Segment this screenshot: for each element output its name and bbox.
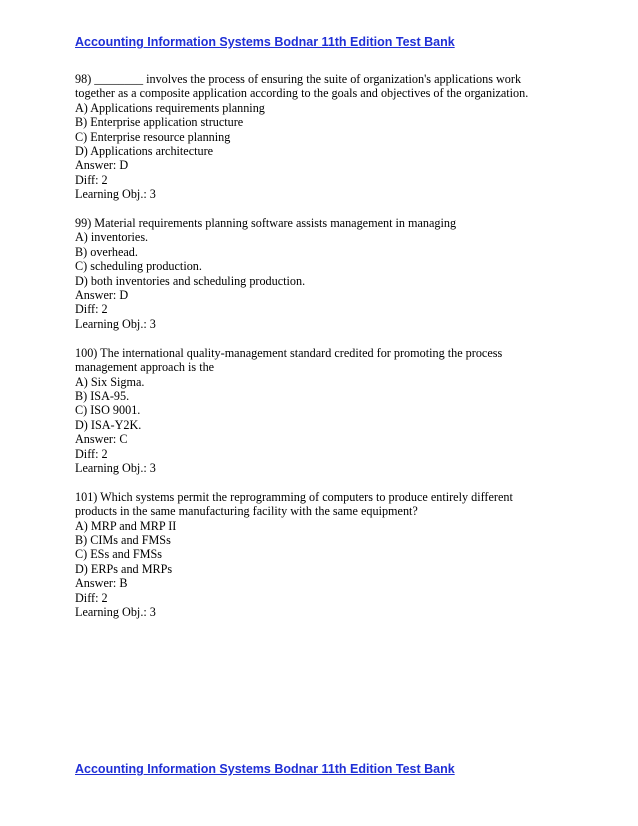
answer-option: B) Enterprise application structure: [75, 115, 244, 130]
question-101: [75, 490, 595, 620]
answer-option: D) ERPs and MRPs: [75, 561, 173, 576]
header-title-link[interactable]: Accounting Information Systems Bodnar 11th Edition Test Bank: [75, 35, 455, 49]
answer-option: C) Enterprise resource planning: [75, 129, 231, 144]
question-100: [75, 346, 595, 476]
answer-option: B) overhead.: [75, 244, 138, 259]
learning-objective: Learning Obj.: 3: [75, 316, 156, 331]
footer-title-link[interactable]: Accounting Information Systems Bodnar 11th Edition Test Bank: [75, 762, 455, 776]
answer-option: B) ISA-95.: [75, 388, 130, 403]
answer-option: A) MRP and MRP II: [75, 518, 177, 533]
answer-option: C) ISO 9001.: [75, 403, 141, 418]
answer-option: C) scheduling production.: [75, 259, 202, 274]
learning-objective: Learning Obj.: 3: [75, 187, 156, 202]
difficulty: Diff: 2: [75, 302, 108, 317]
answer-key: Answer: D: [75, 288, 129, 303]
learning-objective: Learning Obj.: 3: [75, 460, 156, 475]
question-stem-line: 100) The international quality-management standard credited for promoting the process: [75, 345, 503, 360]
answer-option: D) ISA-Y2K.: [75, 417, 142, 432]
question-98: [75, 72, 595, 202]
question-stem-line: 98) ________ involves the process of ensuring the suite of organization's applications work: [75, 72, 522, 86]
difficulty: Diff: 2: [75, 172, 108, 187]
question-stem-line: 101) Which systems permit the reprogramming of computers to produce entirely different: [75, 489, 513, 504]
answer-key: Answer: C: [75, 432, 128, 447]
answer-option: C) ESs and FMSs: [75, 547, 163, 562]
question-stem-line: together as a composite application according to the goals and objectives of the organization.: [75, 86, 529, 101]
answer-key: Answer: B: [75, 576, 128, 591]
answer-option: D) both inventories and scheduling production.: [75, 273, 306, 288]
difficulty: Diff: 2: [75, 446, 108, 461]
question-stem-line: 99) Material requirements planning software assists management in managing: [75, 216, 457, 231]
question-99: [75, 216, 595, 331]
answer-option: A) Six Sigma.: [75, 374, 145, 389]
question-stem-line: management approach is the: [75, 360, 215, 375]
answer-option: A) Applications requirements planning: [75, 100, 265, 115]
difficulty: Diff: 2: [75, 590, 108, 605]
answer-key: Answer: D: [75, 158, 129, 173]
question-list: [75, 72, 595, 634]
question-stem-line: products in the same manufacturing facility with the same equipment?: [75, 504, 418, 519]
answer-option: A) inventories.: [75, 230, 149, 245]
learning-objective: Learning Obj.: 3: [75, 604, 156, 619]
answer-option: D) Applications architecture: [75, 144, 214, 159]
answer-option: B) CIMs and FMSs: [75, 532, 171, 547]
